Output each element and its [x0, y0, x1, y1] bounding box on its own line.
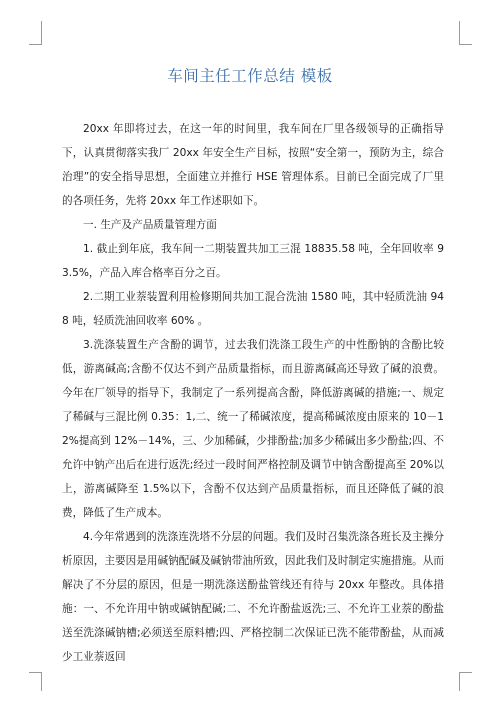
paragraph-item-4: 4.今年常遇到的洗涤连洗塔不分层的问题。我们及时召集洗涤各班长及主操分析原因，主要因是用碱钠配碱及碱钠带油所致，因此我们及时制定实施措施。从而解决了不分层的原因，但是一期洗涤送酚盐管线还有待与 20xx 年整改。具体措施：一、不允许用中钠或碱钠配碱;二、不允许酚盐返洗;三、不允许工业萘的酚盐送至洗涤碱钠槽;必须送至原料槽;四、严格控制二次保证已洗不能带酚盐，从而减少工业萘返回 [62, 531, 444, 663]
section-heading-production: 一. 生产及产品质量管理方面 [83, 219, 217, 231]
paragraph-item-3: 3.洗涤装置生产含酚的调节，过去我们洗涤工段生产的中性酚钠的含酚比较低，游离碱高;含酚不仅达不到产品质量指标，而且游离碱高还导致了碱的浪费。今年在厂领导的指导下，我制定了一系列提高含酚，降低游离碱的措施;一、规定了稀碱与三混比例 0.35：1,二、统一了稀碱浓度，提高稀碱浓度由原来的 10－12%提高到 12%－14%，三、少加稀碱，少排酚盐;加多少稀碱出多少酚盐;四、不允许中钠产出后在进行返洗;经过一段时间严格控制及调节中钠含酚提高至 20%以上，游离碱降至 1.5%以下，含酚不仅达到产品质量指标，而且还降低了碱的浪费，降低了生产成本。 [62, 339, 444, 519]
paragraph-item-1: 1. 截止到年底，我车间一二期装置共加工三混 18835.58 吨，全年回收率 93.5%，产品入库合格率百分之百。 [62, 243, 444, 279]
document-title: 车间主任工作总结 模板 [167, 67, 333, 85]
crop-mark-bottom-left [29, 672, 42, 691]
crop-mark-bottom-right [459, 672, 472, 691]
paragraph-item-2: 2.二期工业萘装置利用检修期间共加工混合洗油 1580 吨，其中轻质洗油 948 吨，轻质洗油回收率 60% 。 [62, 291, 444, 327]
crop-mark-top-left [29, 21, 42, 45]
crop-mark-top-right [459, 21, 472, 45]
document-body [62, 117, 444, 669]
paragraph-intro: 20xx 年即将过去，在这一年的时间里，我车间在厂里各级领导的正确指导下，认真贯彻落实我厂 20xx 年安全生产目标，按照“安全第一，预防为主，综合治理”的安全指导思想，全面建立并推行 HSE 管理体系。目前已全面完成了厂里的各项任务，先将 20xx 年工作述职如下。 [62, 123, 444, 207]
